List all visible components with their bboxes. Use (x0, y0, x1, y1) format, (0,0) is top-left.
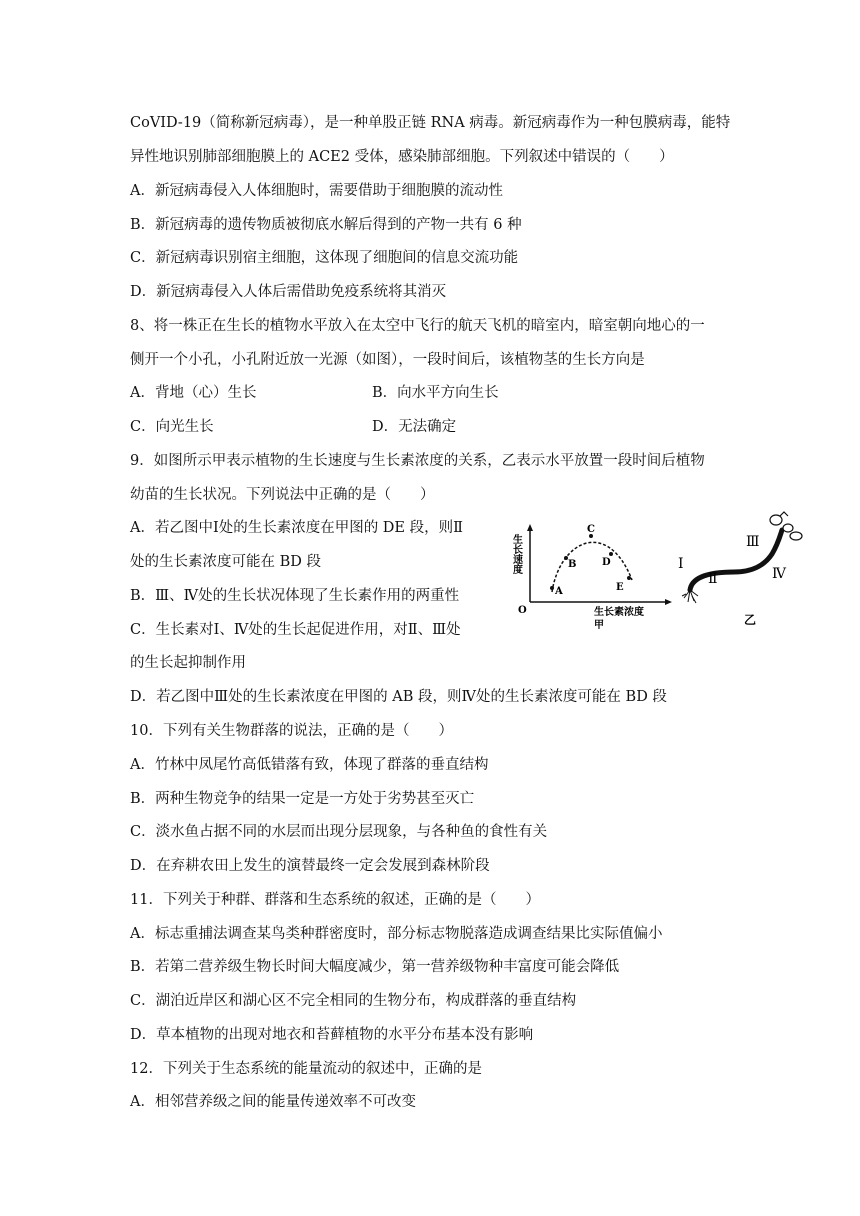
q8-stem-line-2: 侧开一个小孔，小孔附近放一光源（如图），一段时间后，该植物茎的生长方向是 (130, 352, 645, 368)
point-e (627, 576, 631, 580)
label-iii: Ⅲ (746, 534, 760, 550)
q9-option-a-line-2: 处的生长素浓度可能在 BD 段 (130, 554, 321, 570)
q11-option-c: C．湖泊近岸区和湖心区不完全相同的生物分布，构成群落的垂直结构 (130, 993, 577, 1009)
q8-option-d: D．无法确定 (372, 419, 457, 435)
x-axis-arrow (665, 599, 672, 605)
label-c: C (587, 524, 595, 535)
label-ii: Ⅱ (708, 571, 718, 587)
q12-option-a: A．相邻营养级之间的能量传递效率不可改变 (130, 1094, 416, 1110)
q8-option-b: B．向水平方向生长 (372, 385, 499, 401)
q10-option-a: A．竹林中凤尾竹高低错落有致，体现了群落的垂直结构 (130, 757, 489, 773)
q7-option-a: A．新冠病毒侵入人体细胞时，需要借助于细胞膜的流动性 (130, 183, 503, 199)
label-iv: Ⅳ (772, 566, 786, 582)
q10-option-b: B．两种生物竞争的结果一定是一方处于劣势甚至灭亡 (130, 791, 475, 807)
y-axis-arrow (527, 524, 533, 531)
label-e: E (616, 582, 624, 593)
q7-option-d: D．新冠病毒侵入人体后需借助免疫系统将其消灭 (130, 284, 447, 300)
label-d: D (602, 557, 611, 568)
point-a (550, 586, 554, 590)
q9-stem-line-2: 幼苗的生长状况。下列说法中正确的是（ ） (130, 487, 435, 503)
q7-stem-line-1: CoVID-19（简称新冠病毒），是一种单股正链 RNA 病毒。新冠病毒作为一种包膜病毒，能特 (130, 115, 731, 131)
q9-option-d: D．若乙图中Ⅲ处的生长素浓度在甲图的 AB 段，则Ⅳ处的生长素浓度可能在 BD 段 (130, 689, 667, 705)
point-d (609, 552, 613, 556)
x-axis-label: 生长素浓度 (594, 607, 644, 618)
y-axis-label: 生长速度 (510, 534, 522, 574)
figure-yi (672, 506, 822, 631)
q8-stem-line-1: 8、将一株正在生长的植物水平放入在太空中飞行的航天飞机的暗室内，暗室朝向地心的一 (130, 318, 705, 334)
caption-jia: 甲 (594, 620, 604, 630)
q12-stem: 12．下列关于生态系统的能量流动的叙述中，正确的是 (130, 1061, 482, 1077)
q10-option-c: C．淡水鱼占据不同的水层而出现分层现象，与各种鱼的食性有关 (130, 824, 548, 840)
q10-stem: 10．下列有关生物群落的说法，正确的是（ ） (130, 723, 453, 739)
q7-option-c: C．新冠病毒识别宿主细胞，这体现了细胞间的信息交流功能 (130, 250, 519, 266)
q11-stem: 11．下列关于种群、群落和生态系统的叙述，正确的是（ ） (130, 892, 540, 908)
label-i: Ⅰ (678, 556, 684, 572)
label-a: A (555, 586, 563, 597)
q9-option-c-line-1: C．生长素对Ⅰ、Ⅳ处的生长起促进作用，对Ⅱ、Ⅲ处 (130, 622, 461, 638)
q7-option-b: B．新冠病毒的遗传物质被彻底水解后得到的产物一共有 6 种 (130, 217, 522, 233)
q9-option-c-line-2: 的生长起抑制作用 (130, 655, 246, 671)
q10-option-d: D．在弃耕农田上发生的演替最终一定会发展到森林阶段 (130, 858, 490, 874)
q7-stem-line-2: 异性地识别肺部细胞膜上的 ACE2 受体，感染肺部细胞。下列叙述中错误的（ ） (130, 149, 674, 165)
origin-label: O (518, 605, 527, 616)
caption-yi: 乙 (744, 613, 757, 627)
q9-stem-line-1: 9．如图所示甲表示植物的生长速度与生长素浓度的关系，乙表示水平放置一段时间后植物 (130, 453, 705, 469)
q11-option-a: A．标志重捕法调查某鸟类种群密度时，部分标志物脱落造成调查结果比实际值偏小 (130, 926, 663, 942)
label-b: B (568, 559, 577, 570)
q8-option-c: C．向光生长 (130, 419, 214, 435)
q8-option-a: A．背地（心）生长 (130, 385, 257, 401)
seedling-stem (690, 530, 782, 590)
q9-option-a-line-1: A．若乙图中Ⅰ处的生长素浓度在甲图的 DE 段，则Ⅱ (130, 520, 463, 536)
q11-option-b: B．若第二营养级生物长时间大幅度减少，第一营养级物种丰富度可能会降低 (130, 959, 620, 975)
q9-option-b: B．Ⅲ、Ⅳ处的生长状况体现了生长素作用的两重性 (130, 588, 460, 604)
q11-option-d: D．草本植物的出现对地衣和苔藓植物的水平分布基本没有影响 (130, 1027, 534, 1043)
figure-jia (508, 520, 678, 630)
seedling-top-icon (770, 512, 802, 540)
